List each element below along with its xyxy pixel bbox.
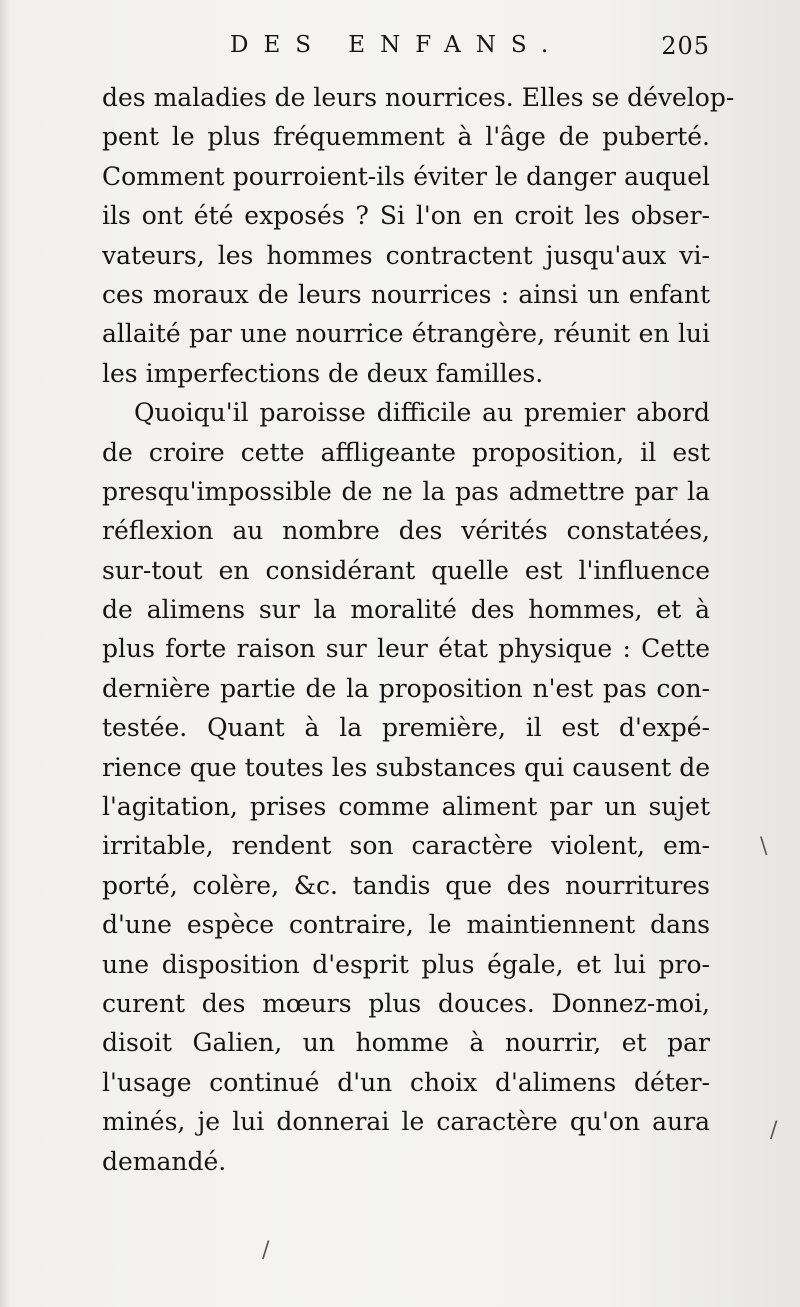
- text-line: des maladies de leurs nourrices. Elles se dévelop-: [102, 83, 735, 112]
- text-line: minés, je lui donnerai le caractère qu'on aura: [102, 1107, 710, 1137]
- text-line: presqu'impossible de ne la pas admettre par la: [102, 476, 710, 506]
- text-line: irritable, rendent son caractère violent, em-: [102, 831, 710, 861]
- text-line: curent des mœurs plus douces. Donnez-moi,: [102, 988, 710, 1018]
- text-line: l'agitation, prises comme aliment par un sujet: [102, 792, 710, 822]
- text-line: rience que toutes les substances qui causent de: [102, 752, 710, 782]
- text-line-paragraph-end: les imperfections de deux familles.: [102, 358, 544, 388]
- page-number: 205: [661, 32, 710, 60]
- text-line: de croire cette affligeante proposition, il est: [102, 437, 710, 467]
- text-line-paragraph-end: demandé.: [102, 1146, 227, 1176]
- spine-shadow: [0, 0, 10, 1307]
- margin-mark: /: [770, 1118, 778, 1143]
- margin-mark: /: [262, 1238, 270, 1263]
- text-line: vateurs, les hommes contractent jusqu'aux vi-: [102, 240, 710, 270]
- running-head: DES ENFANS.: [230, 32, 564, 58]
- text-line: pent le plus fréquemment à l'âge de puberté.: [102, 122, 710, 152]
- text-line: porté, colère, &c. tandis que des nourritures: [102, 870, 710, 900]
- text-line: sur-tout en considérant quelle est l'influence: [102, 555, 710, 585]
- text-line: disoit Galien, un homme à nourrir, et par: [102, 1028, 710, 1058]
- page-header: [102, 30, 710, 66]
- body-text: [102, 78, 735, 1181]
- text-line: d'une espèce contraire, le maintiennent dans: [102, 910, 710, 940]
- text-line: Comment pourroient-ils éviter le danger auquel: [102, 161, 710, 191]
- margin-mark: \: [760, 834, 768, 859]
- text-line: réflexion au nombre des vérités constatées,: [102, 516, 710, 546]
- text-line: testée. Quant à la première, il est d'expé-: [102, 713, 710, 743]
- text-line-paragraph-start: Quoiqu'il paroisse difficile au premier abord: [134, 398, 710, 428]
- text-line: l'usage continué d'un choix d'alimens déter-: [102, 1067, 710, 1097]
- text-line: dernière partie de la proposition n'est pas con-: [102, 673, 710, 703]
- text-line: une disposition d'esprit plus égale, et lui pro-: [102, 949, 710, 979]
- text-line: de alimens sur la moralité des hommes, et à: [102, 595, 710, 625]
- text-line: ces moraux de leurs nourrices : ainsi un enfant: [102, 279, 710, 309]
- text-line: plus forte raison sur leur état physique : Cette: [102, 634, 710, 664]
- text-line: allaité par une nourrice étrangère, réunit en lui: [102, 319, 710, 349]
- text-line: ils ont été exposés ? Si l'on en croit les obser-: [102, 201, 710, 231]
